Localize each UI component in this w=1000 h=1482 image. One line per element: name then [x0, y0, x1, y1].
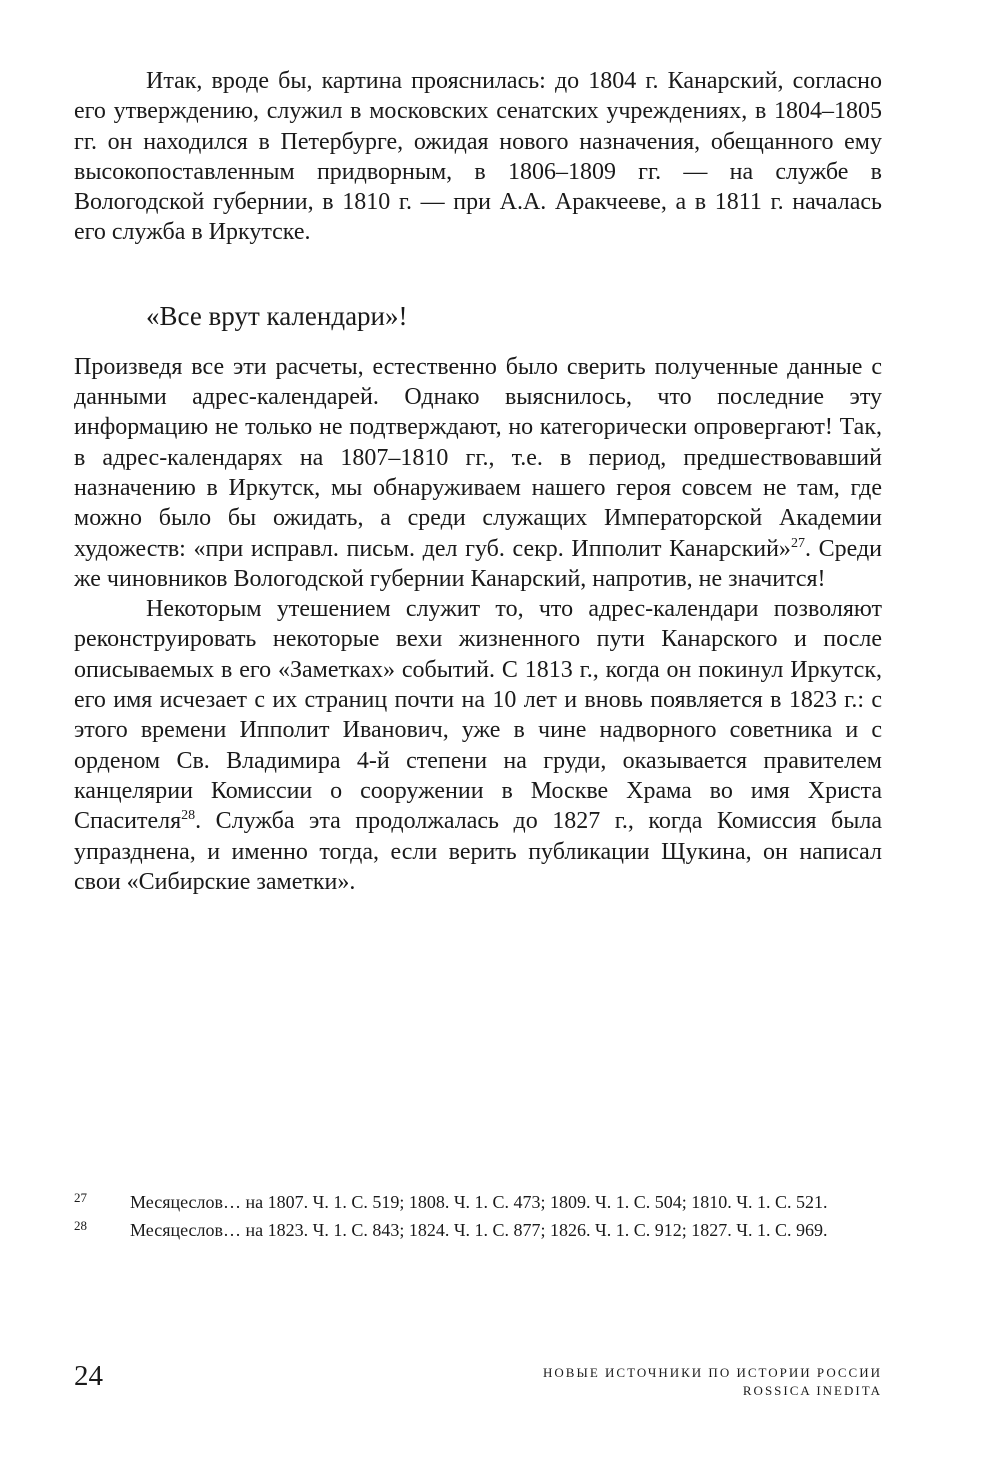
footnote-ref-27[interactable]: 27 [790, 535, 805, 551]
footnotes [74, 1188, 882, 1244]
paragraph-3-text-cont: . Служба эта продолжалась до 1827 г., когда Комиссия была упразднена, и именно тогда, если верить публикации Щукина, он написал свои «Сибирские заметки». [74, 808, 882, 895]
paragraph-3 [74, 594, 882, 897]
paragraph-2-text-cont: . Среди же чиновников Вологодской губернии Канарский, напротив, не значится! [74, 535, 882, 592]
section-heading: «Все врут календари»! [146, 300, 408, 331]
footnote-28: 28 Месяцеслов… на 1823. Ч. 1. С. 843; 1824. Ч. 1. С. 877; 1826. Ч. 1. С. 912; 1827. Ч. 1. С. 969. [74, 1218, 828, 1240]
footnote-27: 27 Месяцеслов… на 1807. Ч. 1. С. 519; 1808. Ч. 1. С. 473; 1809. Ч. 1. С. 504; 1810. Ч. 1. С. 521. [74, 1190, 828, 1212]
running-title-line-1: НОВЫЕ ИСТОЧНИКИ ПО ИСТОРИИ РОССИИ [543, 1365, 882, 1380]
paragraph-3-text: Некоторым утешением служит то, что адрес-календари позволяют реконструировать некоторые вехи жизненного пути Канарского и после описываемых в его «Заметках» событий. С 1813 г., когда он покинул Иркутск, его имя исчезает с их страниц почти на 10 лет и вновь появляется в 1823 г.: с этого времени Ипполит Иванович, уже в чине надворного советника и с орденом Св. Владимира 4-й степени на груди, оказывается правителем канцелярии Комиссии о сооружении в Москве Храма во имя Христа Спасителя [74, 596, 882, 835]
footnote-text: Месяцеслов… на 1823. Ч. 1. С. 843; 1824. Ч. 1. С. 877; 1826. Ч. 1. С. 912; 1827. Ч. 1. С. 969. [130, 1220, 828, 1240]
paragraph-2 [74, 352, 882, 594]
footnote-text: Месяцеслов… на 1807. Ч. 1. С. 519; 1808. Ч. 1. С. 473; 1809. Ч. 1. С. 504; 1810. Ч. 1. С. 521. [130, 1192, 828, 1212]
running-title [543, 1364, 882, 1400]
page-number: 24 [74, 1360, 103, 1392]
footnote-ref-28[interactable]: 28 [181, 808, 196, 824]
running-title-line-2: ROSSICA INEDITA [742, 1383, 882, 1398]
main-text [74, 66, 882, 897]
paragraph-2-text: Произведя все эти расчеты, естественно было сверить полученные данные с данными адрес-календарей. Однако выяснилось, что последние эту информацию не только не подтверждают, но категорически опровергают! Так, в адрес-календарях на 1807–1810 гг., т.е. в период, предшествовавший назначению в Иркутск, мы обнаруживаем нашего героя совсем не там, где можно было бы ожидать, а среди служащих Императорской Академии художеств: «при исправл. письм. дел губ. секр. Ипполит Канарский» [74, 353, 882, 562]
paragraph-1: Итак, вроде бы, картина прояснилась: до 1804 г. Канарский, согласно его утверждению, служил в московских сенатских учреждениях, в 1804–1805 гг. он находился в Петербурге, ожидая нового назначения, обещанного ему высокопоставленным придворным, в 1806–1809 гг. — на службе в Вологодской губернии, в 1810 г. — при А.А. Аракчееве, а в 1811 г. началась его служба в Иркутске. [74, 68, 882, 246]
